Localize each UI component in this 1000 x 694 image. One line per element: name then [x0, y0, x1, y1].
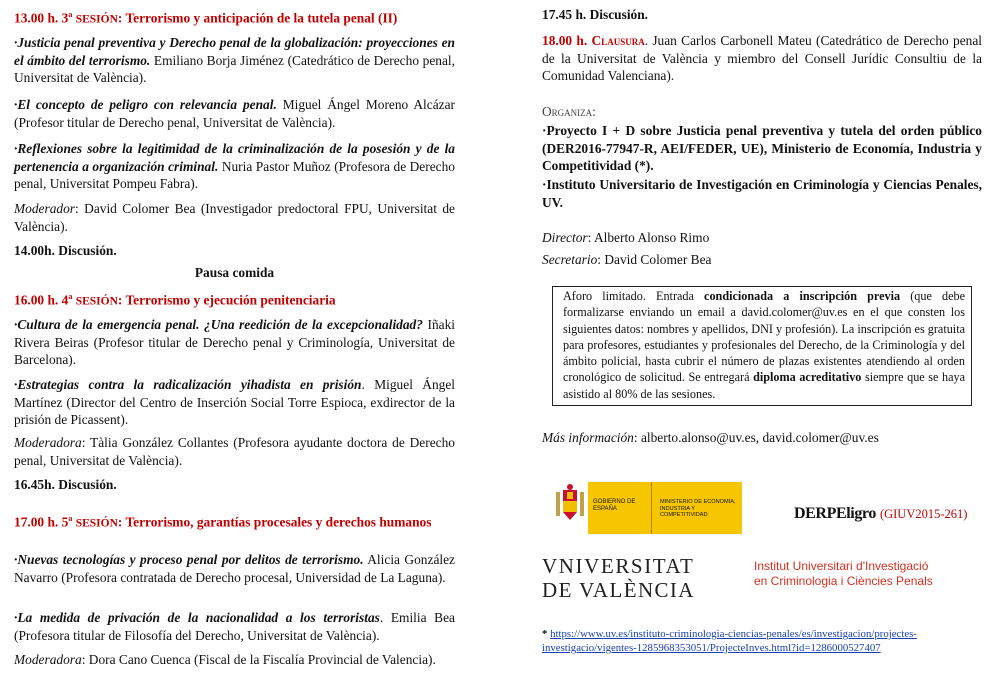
talk-item: ·El concepto de peligro con relevancia penal. Miguel Ángel Moreno Alcázar (Profesor titular de Derecho penal, Universitat de València). — [14, 97, 455, 130]
session-3-heading: 13.00 h. 3$^a$ SESIÓN: Terrorismo y anticipación de la tutela penal (II) — [14, 10, 398, 26]
institut-logo-text: Institut Universitari d'Investigació en Criminologia i Ciències Penals — [754, 559, 933, 588]
organizer-institute: ·Instituto Universitario de Investigación en Criminología y Ciencias Penales, UV. — [542, 177, 982, 210]
universitat-valencia-logo: VNIVERSITAT DE VALÈNCIA — [542, 554, 695, 602]
moderator: Moderador: David Colomer Bea (Investigador predoctoral FPU, Universitat de València). — [14, 201, 455, 234]
gobierno-text: GOBIERNO DE ESPAÑA — [588, 482, 652, 534]
derpeligro-logo: DERPEligro (GIUV2015-261) — [794, 505, 968, 522]
closing-session: 18.00 h. Clausura. Juan Carlos Carbonell Mateu (Catedrático de Derecho penal de la Universitat de València y miembro del Consell Jurídic Consultiu de la Comunidad Valenciana). — [542, 33, 983, 84]
spain-coat-of-arms-icon — [552, 482, 588, 534]
footnote: * https://www.uv.es/instituto-criminologia-ciencias-penales/es/investigacion/projectes-investigacio/vigentes-1285968353051/ProjecteInves.html?id=1286000527407 — [542, 628, 917, 654]
talk-item: ·La medida de privación de la nacionalidad a los terroristas. Emilia Bea (Profesora titular de Filosofía del Derecho, Universitat de València). — [14, 610, 456, 643]
discussion-time: 16.45h. Discusión. — [14, 477, 117, 492]
talk-item: ·Justicia penal preventiva y Derecho penal de la globalización: proyecciones en el ámbito del terrorismo. Emiliano Borja Jiménez (Catedrático de Derecho penal, Universitat de València). — [14, 35, 456, 86]
registration-box: Aforo limitado. Entrada condicionada a inscripción previa (que debe formalizarse enviando un email a david.colomer@uv.es en el que consten los siguientes datos: nombres y apellidos, DNI y profesión). La inscripción es gratuita para profesores, estudiantes y profesionales del Derecho, de la Criminología y del ámbito policial, hasta cubrir el número de plazas existentes atendiendo al orden cronológico de solicitud. Se entregará diploma acreditativo siempre que se haya asistido al 80% de las sesiones. — [552, 286, 972, 406]
director: Director: Alberto Alonso Rimo — [542, 230, 710, 245]
organiza-label: Organiza: — [542, 104, 596, 119]
moderator: Moderadora: Tàlia González Collantes (Profesora ayudante doctora de Derecho penal, Universitat de València). — [14, 435, 455, 468]
lunch-break: Pausa comida — [194, 265, 275, 280]
talk-item: ·Reflexiones sobre la legitimidad de la criminalización de la posesión y de la pertenencia a organización criminal. Nuria Pastor Muñoz (Profesora de Derecho penal, Universitat Pompeu Fabra). — [14, 141, 455, 192]
moderator: Moderadora: Dora Cano Cuenca (Fiscal de la Fiscalía Provincial de Valencia). — [14, 652, 436, 667]
secretary: Secretario: David Colomer Bea — [542, 252, 712, 267]
talk-item: ·Estrategias contra la radicalización yihadista en prisión. Miguel Ángel Martínez (Director del Centro de Inserción Social Torre Espioca, exdirector de la prisión de Picassent). — [14, 377, 456, 428]
more-info: Más información: alberto.alonso@uv.es, david.colomer@uv.es — [542, 430, 879, 445]
ministerio-text: MINISTERIO DE ECONOMÍA, INDUSTRIA Y COMPETITIVIDAD — [660, 499, 736, 519]
discussion-time: 14.00h. Discusión. — [14, 243, 117, 258]
session-4-heading: 16.00 h. 4$^a$ SESIÓN: Terrorismo y ejecución penitenciaria — [14, 292, 336, 308]
organizer-project: ·Proyecto I + D sobre Justicia penal preventiva y tutela del orden público (DER2016-77947-R, AEI/FEDER, UE), Ministerio de Economía, Industria y Competitividad (*). — [542, 123, 982, 174]
gobierno-logo — [552, 482, 742, 534]
talk-item: ·Nuevas tecnologías y proceso penal por delitos de terrorismo. Alicia González Navarro (Profesora contratada de Derecho procesal, Universidad de La Laguna). — [14, 552, 455, 585]
discussion-time: 17.45 h. Discusión. — [542, 7, 649, 22]
talk-item: ·Cultura de la emergencia penal. ¿Una reedición de la excepcionalidad? Iñaki Rivera Beiras (Profesor titular de Derecho penal y Criminología, Universitat de Barcelona). — [14, 317, 455, 368]
footnote-link[interactable]: https://www.uv.es/instituto-criminologia-ciencias-penales/es/investigacion/projectes-investigacio/vigentes-1285968353051/ProjecteInves.html?id=1286000527407 — [542, 628, 917, 654]
session-5-heading: 17.00 h. 5$^a$ SESIÓN: Terrorismo, garantías procesales y derechos humanos — [14, 514, 432, 530]
